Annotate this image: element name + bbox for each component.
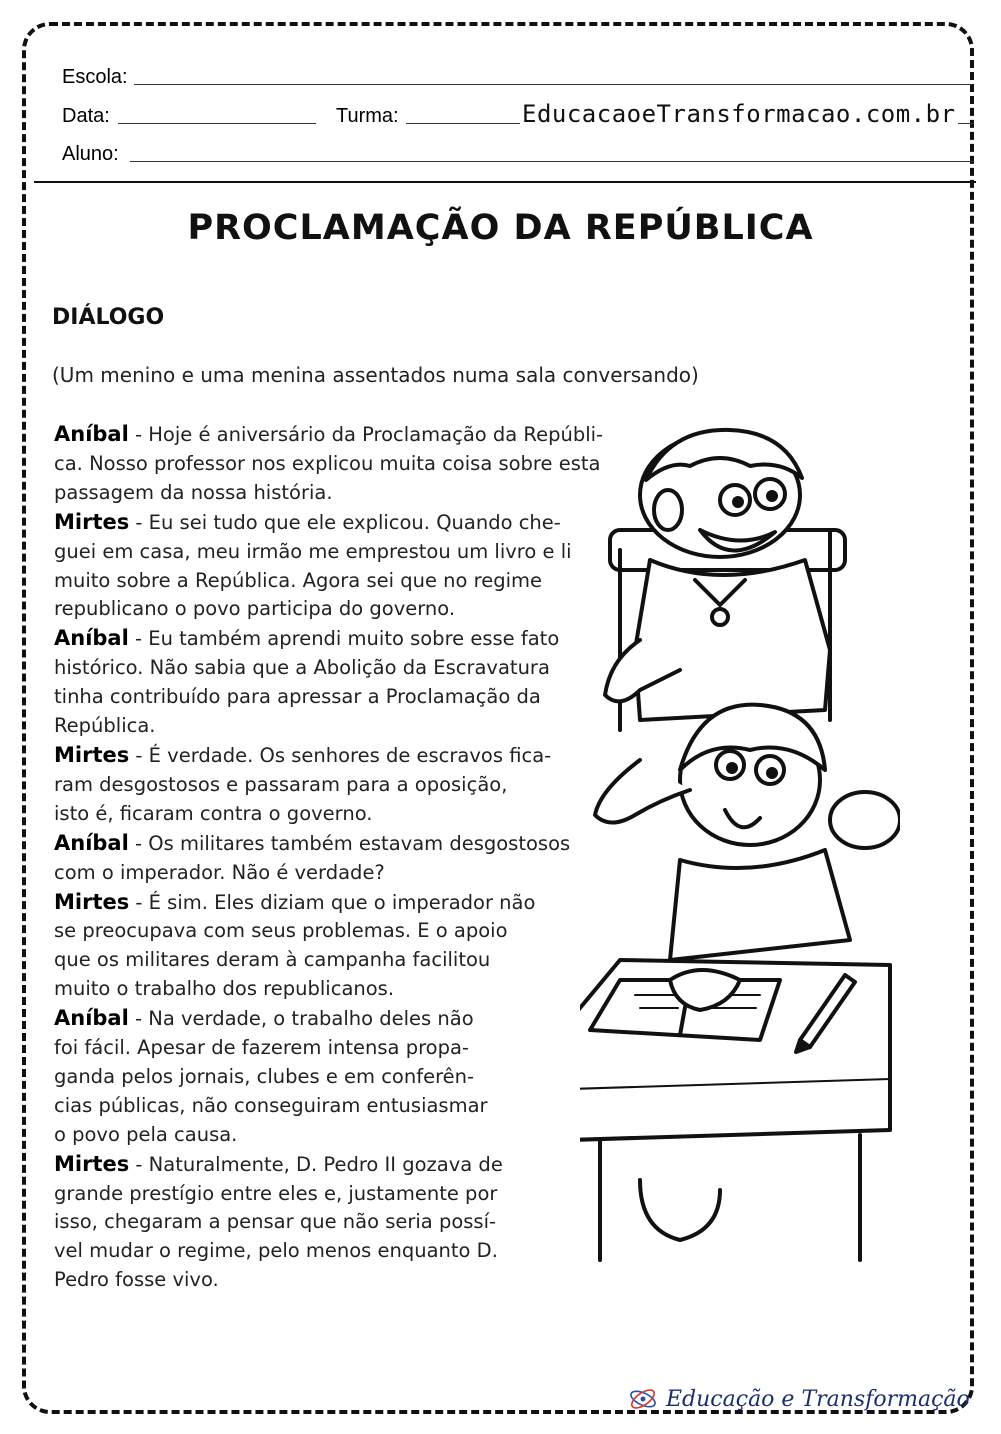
- dialogue-text-segment: que os militares deram à campanha facilitou: [54, 948, 491, 972]
- dialogue-text-segment: isto é, ficaram contra o governo.: [54, 801, 373, 825]
- escola-label: Escola:: [62, 66, 128, 88]
- turma-field[interactable]: [406, 123, 520, 124]
- dialogue-text-segment: passagem da nossa história.: [54, 480, 333, 504]
- speaker-name: Mirtes: [54, 742, 130, 767]
- turma-field-end: [958, 123, 974, 124]
- site-url: EducacaoeTransformacao.com.br: [522, 100, 956, 128]
- dialogue-text-segment: - Hoje é aniversário da Proclamação da Repúbli-: [128, 423, 604, 446]
- dialogue-line: [54, 654, 594, 683]
- dialogue-line: [54, 946, 594, 975]
- aluno-label: Aluno:: [62, 143, 119, 165]
- dialogue-line: [54, 741, 594, 771]
- dialogue-text-segment: o povo pela causa.: [54, 1122, 238, 1146]
- dialogue-line: [54, 1150, 594, 1180]
- dialogue-text-segment: - Na verdade, o trabalho deles não: [128, 1007, 474, 1031]
- dialogue-line: [54, 683, 594, 712]
- dialogue-line: [54, 1121, 594, 1150]
- data-label: Data:: [62, 105, 110, 127]
- turma-label: Turma:: [336, 105, 399, 127]
- dialogue-line: [54, 1180, 594, 1209]
- speaker-name: Mirtes: [54, 889, 130, 914]
- dialogue-text-segment: histórico. Não sabia que a Abolição da Escravatura: [54, 656, 550, 680]
- dialogue-text-segment: grande prestígio entre eles e, justamente por: [54, 1181, 498, 1205]
- dialogue-text-segment: se preocupava com seus problemas. E o apoio: [54, 919, 508, 943]
- dialogue-line: [54, 595, 594, 624]
- dialogue-text: [54, 420, 604, 1295]
- header-separator: [34, 181, 976, 183]
- section-label: DIÁLOGO: [52, 305, 165, 330]
- dialogue-text-segment: - Os militares também estavam desgostosos: [128, 831, 571, 855]
- dialogue-text-segment: - Eu também aprendi muito sobre esse fato: [128, 627, 560, 651]
- dialogue-text-segment: tinha contribuído para apressar a Proclamação da: [54, 685, 541, 709]
- dialogue-text-segment: com o imperador. Não é verdade?: [54, 860, 385, 884]
- dialogue-line: [54, 859, 594, 888]
- dialogue-text-segment: vel mudar o regime, pelo menos enquanto D.: [54, 1239, 498, 1263]
- speaker-name: Mirtes: [54, 1151, 130, 1176]
- dialogue-text-segment: Pedro fosse vivo.: [54, 1268, 219, 1292]
- dialogue-line: [54, 1034, 594, 1063]
- dialogue-line: [54, 624, 594, 654]
- stage-direction: (Um menino e uma menina assentados numa sala conversando): [52, 363, 699, 387]
- escola-field[interactable]: [134, 84, 972, 85]
- footer-brand: [628, 1384, 970, 1414]
- dialogue-line: [54, 888, 594, 918]
- speaker-name: Aníbal: [54, 1006, 129, 1031]
- dialogue-line: [54, 1004, 594, 1034]
- atom-orbit-icon: [628, 1384, 658, 1414]
- dialogue-text-segment: cias públicas, não conseguiram entusiasmar: [54, 1093, 488, 1117]
- dialogue-line: [54, 1063, 594, 1092]
- dialogue-text-segment: ganda pelos jornais, clubes e em conferên-: [54, 1064, 475, 1088]
- page-title: PROCLAMAÇÃO DA REPÚBLICA: [187, 208, 814, 248]
- dialogue-line: [54, 420, 604, 450]
- dialogue-line: [54, 1237, 594, 1266]
- dialogue-text-segment: - É verdade. Os senhores de escravos fica-: [129, 743, 552, 767]
- dialogue-line: [54, 450, 601, 479]
- dialogue-text-segment: República.: [54, 714, 156, 738]
- dialogue-line: [54, 800, 594, 829]
- dialogue-line: [54, 917, 594, 946]
- speaker-name: Aníbal: [54, 830, 129, 855]
- dialogue-text-segment: guei em casa, meu irmão me emprestou um livro e li: [54, 539, 572, 563]
- speaker-name: Aníbal: [54, 422, 129, 446]
- dialogue-line: [54, 975, 594, 1004]
- dialogue-line: [54, 479, 594, 508]
- dialogue-text-segment: - Naturalmente, D. Pedro II gozava de: [129, 1152, 503, 1176]
- speaker-name: Mirtes: [54, 509, 130, 534]
- dialogue-line: [54, 712, 594, 741]
- dialogue-text-segment: - É sim. Eles diziam que o imperador não: [129, 890, 536, 914]
- dialogue-text-segment: - Eu sei tudo que ele explicou. Quando che-: [129, 510, 561, 534]
- dialogue-text-segment: isso, chegaram a pensar que não seria possí-: [54, 1210, 497, 1234]
- speaker-name: Aníbal: [54, 626, 129, 651]
- dialogue-line: [54, 538, 594, 567]
- aluno-field[interactable]: [130, 161, 974, 162]
- dialogue-line: [54, 1208, 594, 1237]
- dialogue-line: [54, 1092, 594, 1121]
- data-field[interactable]: [118, 123, 316, 124]
- dialogue-line: [54, 508, 594, 538]
- dialogue-text-segment: ram desgostosos e passaram para a oposição,: [54, 772, 508, 796]
- dialogue-line: [54, 829, 594, 859]
- dialogue-line: [54, 1266, 594, 1295]
- dialogue-text-segment: muito sobre a República. Agora sei que no regime: [54, 568, 543, 592]
- footer-brand-text: Educação e Transformação: [666, 1386, 970, 1412]
- children-at-desk-illustration: [580, 420, 900, 1270]
- dialogue-text-segment: ca. Nosso professor nos explicou muita coisa sobre esta: [54, 451, 601, 475]
- dialogue-text-segment: foi fácil. Apesar de fazerem intensa propa-: [54, 1036, 469, 1060]
- dialogue-line: [54, 771, 594, 800]
- dialogue-text-segment: muito o trabalho dos republicanos.: [54, 977, 395, 1001]
- dialogue-line: [54, 567, 594, 596]
- dialogue-text-segment: republicano o povo participa do governo.: [54, 597, 456, 621]
